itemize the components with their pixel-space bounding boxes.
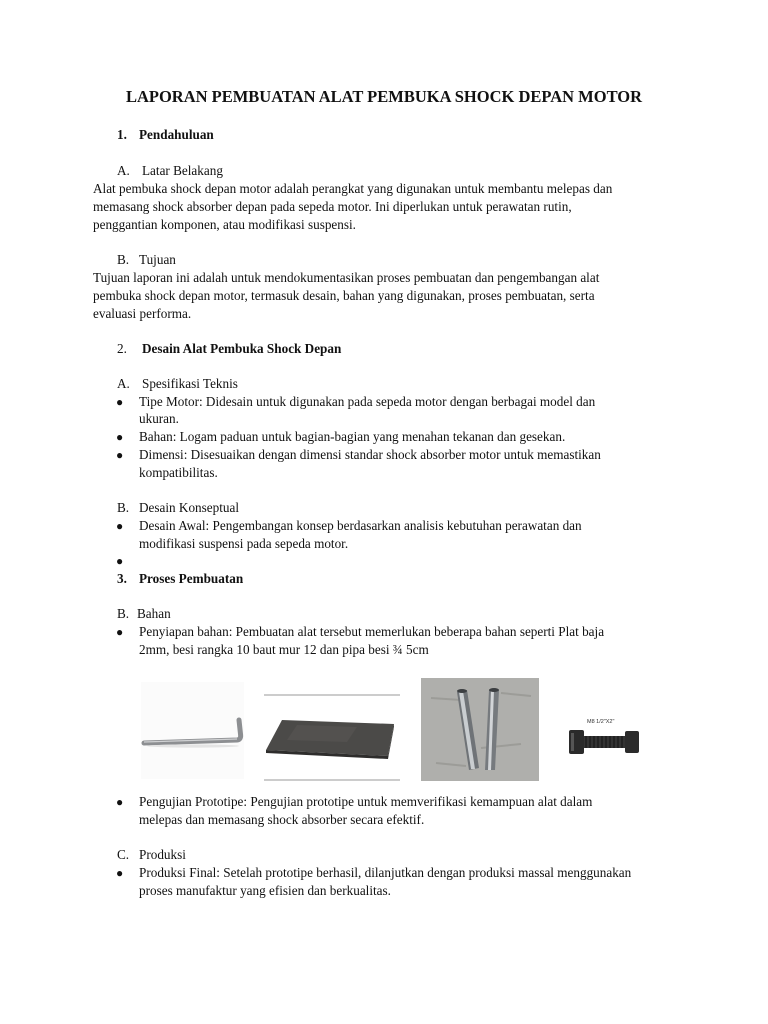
subsection-2b-title: Desain Konseptual: [139, 500, 239, 515]
section-1-number: 1.: [117, 127, 127, 142]
subsection-2a-title: Spesifikasi Teknis: [142, 376, 238, 391]
paragraph-line: Tujuan laporan ini adalah untuk mendokumentasikan proses pembuatan dan pengembangan alat: [93, 270, 600, 285]
list-item-line: Bahan: Logam paduan untuk bagian-bagian yang menahan tekanan dan gesekan.: [139, 429, 566, 444]
list-item-line: proses manufaktur yang efisien dan berkualitas.: [139, 883, 391, 898]
list-item-line: 2mm, besi rangka 10 baut mur 12 dan pipa besi ¾ 5cm: [139, 642, 429, 657]
bullet-icon: ●: [116, 395, 124, 409]
list-item-line: Dimensi: Disesuaikan dengan dimensi standar shock absorber motor untuk memastikan: [139, 447, 601, 462]
bullet-icon: ●: [116, 866, 124, 880]
document-title: LAPORAN PEMBUATAN ALAT PEMBUKA SHOCK DEPAN MOTOR: [125, 87, 643, 106]
list-item-line: Tipe Motor: Didesain untuk digunakan pada sepeda motor dengan berbagai model dan: [139, 394, 596, 409]
list-item-line: ukuran.: [139, 411, 179, 426]
list-item-line: melepas dan memasang shock absorber secara efektif.: [139, 812, 425, 827]
section-2-number: 2.: [117, 341, 127, 356]
paragraph-line: evaluasi performa.: [93, 306, 192, 321]
list-item-line: modifikasi suspensi pada sepeda motor.: [139, 536, 349, 551]
subsection-2b-letter: B.: [117, 500, 130, 515]
subsection-1b-letter: B.: [117, 252, 130, 267]
subsection-1b-title: Tujuan: [139, 252, 176, 267]
subsection-3c-title: Produksi: [139, 847, 186, 862]
section-1-title: Pendahuluan: [139, 127, 214, 142]
subsection-2a-letter: A.: [117, 376, 130, 391]
bullet-icon: ●: [116, 519, 124, 533]
list-item-line: kompatibilitas.: [139, 465, 218, 480]
subsection-1a-letter: A.: [117, 163, 130, 178]
subsection-3b-letter: B.: [117, 606, 130, 621]
bolt-size-label: M8 1/2"X2": [587, 719, 615, 725]
paragraph-line: memasang shock absorber depan pada sepeda motor. Ini diperlukan untuk perawatan rutin,: [93, 199, 572, 214]
section-2-title: Desain Alat Pembuka Shock Depan: [142, 341, 342, 356]
list-item-line: Produksi Final: Setelah prototipe berhasil, dilanjutkan dengan produksi massal menggunakan: [139, 865, 632, 880]
subsection-3c-letter: C.: [117, 847, 130, 862]
paragraph-line: Alat pembuka shock depan motor adalah perangkat yang digunakan untuk membantu melepas dan: [93, 181, 613, 196]
subsection-1a-title: Latar Belakang: [142, 163, 223, 178]
subsection-3b-title: Bahan: [137, 606, 171, 621]
bullet-icon: ●: [116, 554, 124, 568]
bullet-icon: ●: [116, 430, 124, 444]
bullet-icon: ●: [116, 448, 124, 462]
section-3-title: Proses Pembuatan: [139, 571, 244, 586]
iron-pipes-photo: [421, 678, 539, 781]
list-item-line: Pengujian Prototipe: Pengujian prototipe untuk memverifikasi kemampuan alat dalam: [139, 794, 593, 809]
list-item-line: Desain Awal: Pengembangan konsep berdasarkan analisis kebutuhan perawatan dan: [139, 518, 582, 533]
paragraph-line: pembuka shock depan motor, termasuk desain, bahan yang digunakan, proses pembuatan, serta: [93, 288, 595, 303]
steel-plate-photo: [262, 690, 402, 782]
section-3-number: 3.: [117, 571, 127, 586]
steel-rod-photo: [141, 682, 244, 779]
bullet-icon: ●: [116, 795, 124, 809]
paragraph-line: penggantian komponen, atau modifikasi suspensi.: [93, 217, 356, 232]
list-item-line: Penyiapan bahan: Pembuatan alat tersebut memerlukan beberapa bahan seperti Plat baja: [139, 624, 605, 639]
bullet-icon: ●: [116, 625, 124, 639]
bolt-nut-photo: [557, 703, 649, 775]
